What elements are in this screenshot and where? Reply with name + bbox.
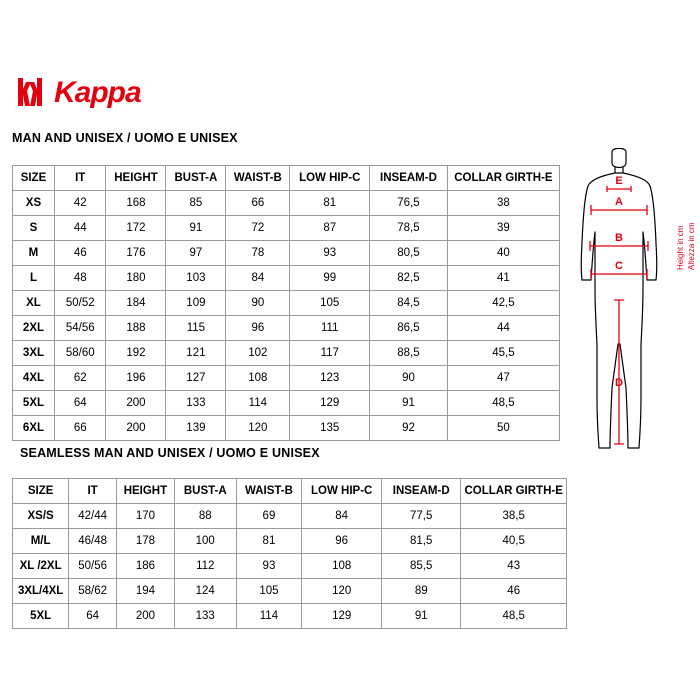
- col-size: SIZE: [13, 479, 69, 504]
- table-row: [13, 191, 560, 216]
- cell-collar-girth: 44: [447, 316, 559, 341]
- cell-height: 168: [106, 191, 166, 216]
- cell-low-hip: 111: [290, 316, 370, 341]
- size-table-man-unisex: [12, 165, 560, 441]
- cell-collar-girth: 48,5: [461, 604, 567, 629]
- cell-inseam: 80,5: [370, 241, 448, 266]
- cell-size: L: [13, 266, 55, 291]
- cell-waist: 93: [236, 554, 302, 579]
- cell-height: 196: [106, 366, 166, 391]
- cell-waist: 114: [226, 391, 290, 416]
- cell-size: 2XL: [13, 316, 55, 341]
- section-title-man-unisex: MAN AND UNISEX / UOMO E UNISEX: [12, 131, 238, 145]
- cell-inseam: 81,5: [382, 529, 461, 554]
- cell-low-hip: 129: [302, 604, 382, 629]
- cell-height: 200: [106, 416, 166, 441]
- cell-bust: 112: [174, 554, 236, 579]
- table-row: [13, 316, 560, 341]
- col-bust: BUST-A: [174, 479, 236, 504]
- cell-height: 184: [106, 291, 166, 316]
- body-measurement-diagram: [565, 148, 689, 458]
- cell-bust: 139: [166, 416, 226, 441]
- col-it: IT: [69, 479, 117, 504]
- cell-it: 50/56: [69, 554, 117, 579]
- col-inseam: INSEAM-D: [382, 479, 461, 504]
- cell-size: S: [13, 216, 55, 241]
- cell-size: 5XL: [13, 604, 69, 629]
- table-row: [13, 241, 560, 266]
- cell-collar-girth: 45,5: [447, 341, 559, 366]
- cell-inseam: 90: [370, 366, 448, 391]
- cell-height: 178: [116, 529, 174, 554]
- col-low-hip: LOW HIP-C: [302, 479, 382, 504]
- cell-height: 192: [106, 341, 166, 366]
- cell-bust: 103: [166, 266, 226, 291]
- cell-bust: 133: [174, 604, 236, 629]
- cell-low-hip: 93: [290, 241, 370, 266]
- cell-height: 186: [116, 554, 174, 579]
- table-row: [13, 604, 567, 629]
- cell-bust: 115: [166, 316, 226, 341]
- col-height: HEIGHT: [106, 166, 166, 191]
- height-axis-label: [676, 196, 698, 270]
- cell-inseam: 76,5: [370, 191, 448, 216]
- cell-collar-girth: 42,5: [447, 291, 559, 316]
- table-row: [13, 504, 567, 529]
- size-table-seamless: [12, 478, 567, 629]
- cell-waist: 90: [226, 291, 290, 316]
- cell-size: XS: [13, 191, 55, 216]
- cell-inseam: 91: [370, 391, 448, 416]
- height-label-it: Altezza in cm: [687, 222, 696, 270]
- brand-name: Kappa: [54, 76, 141, 109]
- section-title-seamless: SEAMLESS MAN AND UNISEX / UOMO E UNISEX: [20, 446, 320, 460]
- cell-size: 6XL: [13, 416, 55, 441]
- cell-bust: 124: [174, 579, 236, 604]
- cell-collar-girth: 38: [447, 191, 559, 216]
- cell-height: 170: [116, 504, 174, 529]
- cell-it: 42: [54, 191, 106, 216]
- col-collar-girth: COLLAR GIRTH-E: [447, 166, 559, 191]
- cell-inseam: 86,5: [370, 316, 448, 341]
- col-height: HEIGHT: [116, 479, 174, 504]
- cell-size: 5XL: [13, 391, 55, 416]
- cell-waist: 102: [226, 341, 290, 366]
- cell-it: 44: [54, 216, 106, 241]
- cell-height: 172: [106, 216, 166, 241]
- cell-it: 66: [54, 416, 106, 441]
- cell-low-hip: 81: [290, 191, 370, 216]
- cell-collar-girth: 48,5: [447, 391, 559, 416]
- col-it: IT: [54, 166, 106, 191]
- col-size: SIZE: [13, 166, 55, 191]
- table-row: [13, 416, 560, 441]
- cell-inseam: 84,5: [370, 291, 448, 316]
- cell-inseam: 77,5: [382, 504, 461, 529]
- cell-waist: 108: [226, 366, 290, 391]
- cell-collar-girth: 40,5: [461, 529, 567, 554]
- cell-height: 188: [106, 316, 166, 341]
- cell-size: M/L: [13, 529, 69, 554]
- cell-inseam: 91: [382, 604, 461, 629]
- cell-it: 46: [54, 241, 106, 266]
- cell-low-hip: 105: [290, 291, 370, 316]
- cell-waist: 69: [236, 504, 302, 529]
- cell-collar-girth: 50: [447, 416, 559, 441]
- label-B: B: [615, 232, 623, 244]
- cell-waist: 81: [236, 529, 302, 554]
- table-row: [13, 291, 560, 316]
- cell-it: 64: [69, 604, 117, 629]
- cell-it: 42/44: [69, 504, 117, 529]
- cell-it: 54/56: [54, 316, 106, 341]
- table-row: [13, 216, 560, 241]
- cell-collar-girth: 47: [447, 366, 559, 391]
- cell-bust: 85: [166, 191, 226, 216]
- cell-low-hip: 87: [290, 216, 370, 241]
- cell-it: 64: [54, 391, 106, 416]
- cell-inseam: 85,5: [382, 554, 461, 579]
- cell-size: XL: [13, 291, 55, 316]
- table-header-row: [13, 479, 567, 504]
- col-bust: BUST-A: [166, 166, 226, 191]
- label-C: C: [615, 260, 623, 272]
- label-D: D: [615, 377, 623, 389]
- cell-collar-girth: 38,5: [461, 504, 567, 529]
- kappa-omini-logo-icon: [12, 76, 48, 110]
- cell-low-hip: 117: [290, 341, 370, 366]
- cell-low-hip: 123: [290, 366, 370, 391]
- cell-inseam: 88,5: [370, 341, 448, 366]
- cell-waist: 72: [226, 216, 290, 241]
- cell-bust: 133: [166, 391, 226, 416]
- table-row: [13, 266, 560, 291]
- cell-size: XL /2XL: [13, 554, 69, 579]
- cell-waist: 96: [226, 316, 290, 341]
- cell-waist: 120: [226, 416, 290, 441]
- table-header-row: [13, 166, 560, 191]
- cell-height: 176: [106, 241, 166, 266]
- cell-size: 3XL/4XL: [13, 579, 69, 604]
- cell-size: 4XL: [13, 366, 55, 391]
- cell-low-hip: 99: [290, 266, 370, 291]
- col-low-hip: LOW HIP-C: [290, 166, 370, 191]
- cell-it: 46/48: [69, 529, 117, 554]
- table-row: [13, 391, 560, 416]
- cell-size: XS/S: [13, 504, 69, 529]
- cell-low-hip: 108: [302, 554, 382, 579]
- cell-bust: 127: [166, 366, 226, 391]
- table-row: [13, 529, 567, 554]
- cell-size: M: [13, 241, 55, 266]
- cell-it: 50/52: [54, 291, 106, 316]
- brand-logo-block: [12, 76, 141, 110]
- col-inseam: INSEAM-D: [370, 166, 448, 191]
- cell-low-hip: 135: [290, 416, 370, 441]
- cell-it: 58/60: [54, 341, 106, 366]
- cell-size: 3XL: [13, 341, 55, 366]
- cell-bust: 91: [166, 216, 226, 241]
- cell-low-hip: 96: [302, 529, 382, 554]
- cell-waist: 114: [236, 604, 302, 629]
- cell-collar-girth: 40: [447, 241, 559, 266]
- table-row: [13, 554, 567, 579]
- cell-it: 48: [54, 266, 106, 291]
- cell-height: 200: [106, 391, 166, 416]
- cell-bust: 121: [166, 341, 226, 366]
- cell-bust: 109: [166, 291, 226, 316]
- cell-waist: 105: [236, 579, 302, 604]
- table-row: [13, 341, 560, 366]
- cell-waist: 84: [226, 266, 290, 291]
- cell-low-hip: 84: [302, 504, 382, 529]
- col-waist: WAIST-B: [226, 166, 290, 191]
- male-body-figure-icon: [565, 148, 689, 458]
- cell-inseam: 89: [382, 579, 461, 604]
- cell-low-hip: 129: [290, 391, 370, 416]
- cell-collar-girth: 46: [461, 579, 567, 604]
- cell-height: 200: [116, 604, 174, 629]
- cell-collar-girth: 43: [461, 554, 567, 579]
- height-label-en: Height in cm: [676, 225, 685, 270]
- cell-low-hip: 120: [302, 579, 382, 604]
- cell-waist: 78: [226, 241, 290, 266]
- cell-bust: 100: [174, 529, 236, 554]
- cell-bust: 88: [174, 504, 236, 529]
- label-A: A: [615, 196, 623, 208]
- cell-collar-girth: 41: [447, 266, 559, 291]
- cell-height: 194: [116, 579, 174, 604]
- cell-inseam: 78,5: [370, 216, 448, 241]
- cell-collar-girth: 39: [447, 216, 559, 241]
- col-waist: WAIST-B: [236, 479, 302, 504]
- cell-bust: 97: [166, 241, 226, 266]
- cell-inseam: 82,5: [370, 266, 448, 291]
- cell-it: 62: [54, 366, 106, 391]
- cell-inseam: 92: [370, 416, 448, 441]
- cell-waist: 66: [226, 191, 290, 216]
- table-row: [13, 579, 567, 604]
- cell-height: 180: [106, 266, 166, 291]
- table-row: [13, 366, 560, 391]
- cell-it: 58/62: [69, 579, 117, 604]
- label-E: E: [615, 175, 623, 187]
- col-collar-girth: COLLAR GIRTH-E: [461, 479, 567, 504]
